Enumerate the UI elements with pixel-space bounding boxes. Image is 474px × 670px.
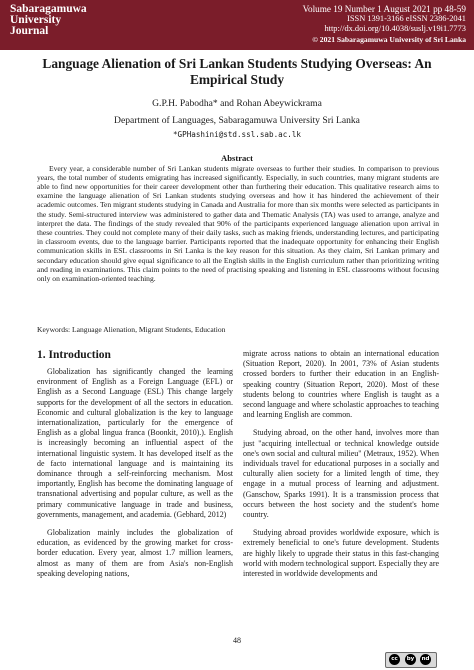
author-list: G.P.H. Pabodha* and Rohan Abeywickrama <box>152 98 322 109</box>
journal-name <box>10 4 230 37</box>
title-line: Empirical Study <box>189 72 285 87</box>
body-paragraph: Studying abroad provides worldwide exposure, which is extremely beneficial to one's future development. Students are highly likely to upgrade their status in this fast-changing world with modern technological support. Especially they are interested in worldwide developments and <box>243 528 439 579</box>
body-paragraph: migrate across nations to obtain an international education (Situation Report, 2020). In 2001, 73% of Asian students crossed borders to further their education in an English-speaking country (Situation Report, 2020). Most of these students belong to countries where English is taught as a second language and where scholastic approaches to teaching and learning English are common. <box>243 349 439 420</box>
affiliation: Department of Languages, Sabaragamuwa University Sri Lanka <box>114 115 360 126</box>
doi-link[interactable]: http://dx.doi.org/10.4038/suslj.v19i1.7773 <box>324 24 466 34</box>
volume-line: Volume 19 Number 1 August 2021 pp 48-59 <box>302 4 466 14</box>
keywords: Keywords: Language Alienation, Migrant Students, Education <box>37 325 226 334</box>
title-line: Language Alienation of Sri Lankan Students Studying Overseas: An <box>42 56 432 71</box>
abstract-text: Every year, a considerable number of Sri Lankan students migrate overseas to further their studies. In comparison to previous years, the total number of students emigrating has increased significantly. Especially, in such countries, many migrant students are able to find new opportunities for their career development other than furthering their education. This qualitative research aims to examine the language alienation of Sri Lankan students studying overseas and how it has hindered the achievement of their academic outcomes. Ten migrant students studying in Canada and Australia for more than six months were selected as participants in the study. Semi-structured interview was administered to gather data and Thematic Analysis (TA) was used to arrange, analyze and interpret the data. The findings of the study revealed that 90% of the participants experienced language alienation upon arrival in these countries. They could not complete many of their daily tasks, such as making friends, understanding lectures, and participating in classroom events, due to the language barrier. Participants reported that the inadequate opportunity for enhancing their English communication skills in ESL classrooms in Sri Lanka is the key reason for this situation. As they claim, Sri Lankan primary and secondary education should give equal significance to all the English skills in the English curriculum rather than prioritizing writing and reading in examinations. This claim points to the need of practising speaking and listening in ESL classrooms without focusing only on examination-oriented teaching. <box>37 163 439 283</box>
abstract-heading: Abstract <box>221 153 253 163</box>
article-title <box>25 56 449 88</box>
issn-line: ISSN 1391-3166 eISSN 2386-2041 <box>347 14 466 24</box>
right-column <box>243 349 439 587</box>
journal-name-line: Journal <box>10 25 49 37</box>
cc-license-badge[interactable] <box>385 652 437 668</box>
attribution-icon: by <box>405 654 416 665</box>
no-derivatives-icon: nd <box>420 654 431 665</box>
journal-name-line: Sabaragamuwa <box>10 3 87 15</box>
corresponding-email[interactable]: *GPHashini@std.ssl.sab.ac.lk <box>172 130 301 139</box>
copyright-line: © 2021 Sabaragamuwa University of Sri Lanka <box>312 34 466 44</box>
left-column <box>37 348 233 587</box>
page-number: 48 <box>233 636 241 645</box>
issue-metadata <box>303 4 466 45</box>
body-paragraph: Globalization has significantly changed the learning environment of English as a Foreign Language (EFL) or English as a Second Language (ESL) This change largely supports for the development of all the sectors in education. Economic and cultural globalization is the key to language internationalization, particularly for the emergence of English as a global lingua franca (Boonkit, 2010).). English is increasingly becoming an influential aspect of the international linguistic system. It has developed itself as the de facto international language and is maintaining its dominance through a self-reinforcing mechanism. Most importantly, English has become the dominating language of transnational advertising and popular culture, as well as the primary communicative language in trade and business, governments, management, and academia. (Gebhard, 2012) <box>37 367 233 519</box>
journal-header-bar <box>0 0 474 50</box>
creative-commons-icon: cc <box>389 654 400 665</box>
journal-name-line: University <box>10 14 62 26</box>
section-heading: 1. Introduction <box>37 349 111 361</box>
body-paragraph: Globalization mainly includes the globalization of education, as evidenced by the growing market for cross-border education. Every year, almost 1.7 million learners, almost as many of them are from Asia's non-English speaking developing nations, <box>37 528 233 578</box>
body-paragraph: Studying abroad, on the other hand, involves more than just "acquiring intellectual or technical knowledge outside one's own social and cultural milieu" (Metraux, 1952). When individuals travel for educational purposes in a socially and culturally alien society for a limited length of time, they engage in a mutual process of learning and adjustment. (Ganschow, Sparks 1991). It is a transmission process that occurs between the host society and the student's home country. <box>243 428 439 520</box>
